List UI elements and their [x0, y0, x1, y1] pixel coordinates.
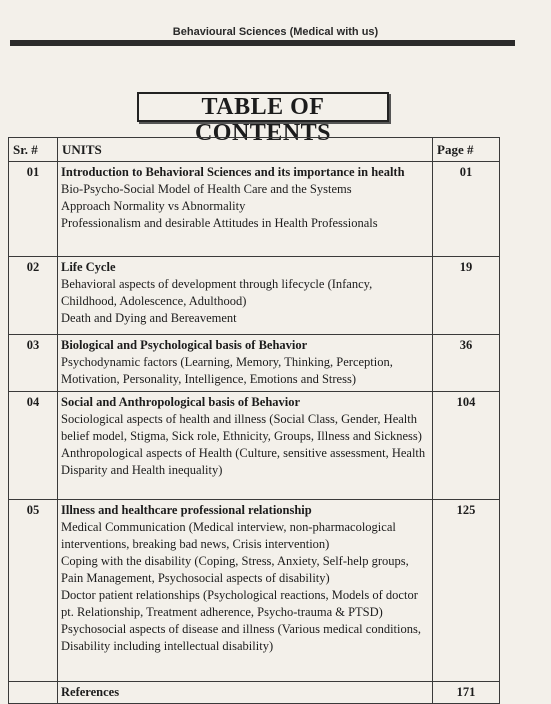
row-page: 125 — [433, 500, 500, 682]
row-sr: 01 — [9, 162, 58, 257]
table-row-references — [9, 682, 500, 704]
row-page: 36 — [433, 335, 500, 392]
unit-title: Social and Anthropological basis of Behavior — [61, 395, 301, 409]
unit-topic: Sociological aspects of health and illness (Social Class, Gender, Health belief model, Stigma, Sick role, Ethnicity, Groups, Illness and Sickness) — [61, 412, 422, 443]
unit-topic: Coping with the disability (Coping, Stress, Anxiety, Self-help groups, Pain Management, Psychosocial aspects of disability) — [61, 554, 409, 585]
unit-topic: Doctor patient relationships (Psychological reactions, Models of doctor pt. Relationship, Treatment adherence, Psycho-trauma & PTSD) — [61, 588, 418, 619]
table-row — [9, 500, 500, 682]
row-sr: 04 — [9, 392, 58, 500]
references-title: References — [61, 685, 120, 699]
row-page: 19 — [433, 257, 500, 335]
table-row — [9, 257, 500, 335]
row-units — [58, 500, 433, 682]
unit-topic: Approach Normality vs Abnormality — [61, 199, 246, 213]
unit-topic: Psychodynamic factors (Learning, Memory, Thinking, Perception, Motivation, Personality, Intelligence, Emotions and Stress) — [61, 355, 393, 386]
unit-title: Introduction to Behavioral Sciences and its importance in health — [61, 165, 405, 179]
unit-topic: Medical Communication (Medical interview, non-pharmacological interventions, breaking bad news, Crisis intervention) — [61, 520, 396, 551]
unit-topic: Anthropological aspects of Health (Culture, sensitive assessment, Health Disparity and Health inequality) — [61, 446, 426, 477]
unit-topic: Death and Dying and Bereavement — [61, 311, 237, 325]
running-header: Behavioural Sciences (Medical with us) — [172, 26, 379, 38]
row-page: 01 — [433, 162, 500, 257]
references-label — [58, 682, 433, 704]
references-page: 171 — [433, 682, 500, 704]
unit-topic: Behavioral aspects of development through lifecycle (Infancy, Childhood, Adolescence, Adulthood) — [61, 277, 373, 308]
row-units — [58, 162, 433, 257]
row-page: 104 — [433, 392, 500, 500]
row-units — [58, 335, 433, 392]
row-units — [58, 392, 433, 500]
toc-table — [8, 137, 500, 704]
unit-topic: Psychosocial aspects of disease and illness (Various medical conditions, Disability including intellectual disability) — [61, 622, 421, 653]
row-sr-empty — [9, 682, 58, 704]
table-row — [9, 335, 500, 392]
unit-topic: Professionalism and desirable Attitudes in Health Professionals — [61, 216, 378, 230]
unit-title: Biological and Psychological basis of Behavior — [61, 338, 308, 352]
table-row — [9, 162, 500, 257]
unit-topic: Bio-Psycho-Social Model of Health Care and the Systems — [61, 182, 352, 196]
table-header-row — [9, 138, 500, 162]
row-sr: 03 — [9, 335, 58, 392]
row-sr: 02 — [9, 257, 58, 335]
row-units — [58, 257, 433, 335]
header-rule — [10, 40, 515, 46]
unit-title: Life Cycle — [61, 260, 116, 274]
page-title: TABLE OF CONTENTS — [137, 92, 389, 122]
column-header-units: UNITS — [58, 138, 433, 162]
column-header-sr: Sr. # — [9, 138, 58, 162]
column-header-page: Page # — [433, 138, 500, 162]
unit-title: Illness and healthcare professional relationship — [61, 503, 312, 517]
table-row — [9, 392, 500, 500]
row-sr: 05 — [9, 500, 58, 682]
